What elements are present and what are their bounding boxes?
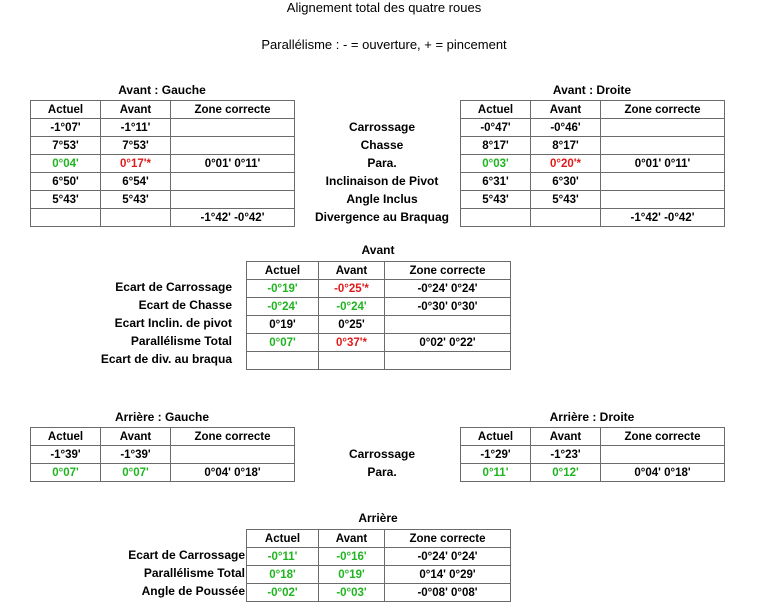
zone-cell — [385, 352, 511, 370]
col-header-actuel: Actuel — [247, 530, 319, 548]
table-row — [247, 548, 511, 566]
avant-cell: -1°11' — [101, 119, 171, 137]
avant-cell: -0°03' — [319, 584, 385, 602]
col-header-avant: Avant — [101, 428, 171, 446]
col-header-actuel: Actuel — [31, 428, 101, 446]
label-ecart-inclin-pivot: Ecart Inclin. de pivot — [114, 316, 232, 330]
actuel-cell: 0°19' — [247, 316, 319, 334]
label-inclinaison-pivot: Inclinaison de Pivot — [325, 174, 439, 188]
avant-cell: -0°16' — [319, 548, 385, 566]
zone-cell: 0°14' 0°29' — [385, 566, 511, 584]
avant-cell: -0°46' — [531, 119, 601, 137]
actuel-cell: 5°43' — [31, 191, 101, 209]
col-header-avant: Avant — [101, 101, 171, 119]
zone-cell: -0°08' 0°08' — [385, 584, 511, 602]
front-diff-table — [246, 261, 511, 370]
avant-cell: 0°07' — [101, 464, 171, 482]
avant-cell: -1°39' — [101, 446, 171, 464]
zone-cell — [171, 191, 295, 209]
col-header-actuel: Actuel — [247, 262, 319, 280]
actuel-cell: -0°02' — [247, 584, 319, 602]
table-row — [247, 334, 511, 352]
zone-cell: -1°42' -0°42' — [171, 209, 295, 227]
zone-cell — [601, 191, 725, 209]
rear-right-table — [460, 427, 725, 482]
table-header-row — [461, 101, 725, 119]
zone-cell: 0°01' 0°11' — [171, 155, 295, 173]
actuel-cell: 0°07' — [31, 464, 101, 482]
table-row — [461, 137, 725, 155]
zone-cell — [171, 173, 295, 191]
zone-cell — [601, 119, 725, 137]
table-row — [247, 316, 511, 334]
parallelism-legend: Parallélisme : - = ouverture, + = pincement — [261, 37, 507, 52]
avant-cell: -0°24' — [319, 298, 385, 316]
zone-cell: -0°30' 0°30' — [385, 298, 511, 316]
avant-cell: 6°30' — [531, 173, 601, 191]
label-carrossage: Carrossage — [348, 120, 416, 134]
table-row — [31, 446, 295, 464]
actuel-cell: -0°47' — [461, 119, 531, 137]
actuel-cell: -0°19' — [247, 280, 319, 298]
zone-cell — [171, 446, 295, 464]
zone-cell — [601, 137, 725, 155]
avant-cell — [101, 209, 171, 227]
report-title: Alignement total des quatre roues — [286, 0, 482, 15]
actuel-cell: 0°04' — [31, 155, 101, 173]
rear-diff-title: Arrière — [358, 511, 398, 525]
table-row — [247, 280, 511, 298]
front-diff-title: Avant — [361, 243, 395, 257]
col-header-actuel: Actuel — [461, 428, 531, 446]
avant-cell: 8°17' — [531, 137, 601, 155]
label-divergence-braquage: Divergence au Braquag — [314, 210, 450, 224]
zone-cell: 0°04' 0°18' — [601, 464, 725, 482]
actuel-cell: -1°07' — [31, 119, 101, 137]
col-header-zone: Zone correcte — [171, 101, 295, 119]
col-header-zone: Zone correcte — [601, 428, 725, 446]
avant-cell: 5°43' — [101, 191, 171, 209]
actuel-cell: 5°43' — [461, 191, 531, 209]
table-header-row — [31, 428, 295, 446]
actuel-cell: 6°50' — [31, 173, 101, 191]
rear-left-title: Arrière : Gauche — [114, 410, 210, 424]
actuel-cell — [31, 209, 101, 227]
label-chasse: Chasse — [360, 138, 404, 152]
actuel-cell: 0°03' — [461, 155, 531, 173]
label-ecart-div-braqua: Ecart de div. au braqua — [100, 352, 232, 366]
col-header-zone: Zone correcte — [171, 428, 295, 446]
front-left-table — [30, 100, 295, 227]
avant-cell: 0°12' — [531, 464, 601, 482]
table-row — [461, 173, 725, 191]
table-row — [247, 566, 511, 584]
table-row — [461, 191, 725, 209]
actuel-cell: 0°18' — [247, 566, 319, 584]
table-row — [461, 155, 725, 173]
actuel-cell: -1°29' — [461, 446, 531, 464]
zone-cell: -0°24' 0°24' — [385, 280, 511, 298]
table-row — [461, 209, 725, 227]
actuel-cell: -1°39' — [31, 446, 101, 464]
col-header-actuel: Actuel — [31, 101, 101, 119]
label-ecart-carrossage: Ecart de Carrossage — [115, 280, 232, 294]
avant-cell: 0°20'* — [531, 155, 601, 173]
label-parallelisme-total: Parallélisme Total — [130, 334, 232, 348]
table-row — [31, 464, 295, 482]
label-rear-ecart-carrossage: Ecart de Carrossage — [128, 548, 245, 562]
front-left-title: Avant : Gauche — [118, 83, 206, 97]
table-header-row — [31, 101, 295, 119]
table-header-row — [461, 428, 725, 446]
avant-cell: 7°53' — [101, 137, 171, 155]
avant-cell: 6°54' — [101, 173, 171, 191]
label-para: Para. — [367, 156, 397, 170]
avant-cell — [319, 352, 385, 370]
table-row — [247, 584, 511, 602]
col-header-avant: Avant — [531, 428, 601, 446]
actuel-cell: 8°17' — [461, 137, 531, 155]
zone-cell — [171, 119, 295, 137]
col-header-zone: Zone correcte — [601, 101, 725, 119]
table-row — [461, 119, 725, 137]
table-row — [31, 119, 295, 137]
table-row — [31, 155, 295, 173]
avant-cell: 0°25' — [319, 316, 385, 334]
table-row — [31, 173, 295, 191]
actuel-cell — [247, 352, 319, 370]
actuel-cell: 7°53' — [31, 137, 101, 155]
actuel-cell: 0°11' — [461, 464, 531, 482]
zone-cell: 0°01' 0°11' — [601, 155, 725, 173]
zone-cell: 0°04' 0°18' — [171, 464, 295, 482]
table-header-row — [247, 530, 511, 548]
table-row — [461, 464, 725, 482]
label-angle-inclus: Angle Inclus — [346, 192, 418, 206]
table-row — [31, 191, 295, 209]
label-angle-poussee: Angle de Poussée — [141, 584, 245, 598]
actuel-cell: 0°07' — [247, 334, 319, 352]
zone-cell — [385, 316, 511, 334]
table-row — [461, 446, 725, 464]
zone-cell — [171, 137, 295, 155]
actuel-cell — [461, 209, 531, 227]
table-header-row — [247, 262, 511, 280]
actuel-cell: -0°11' — [247, 548, 319, 566]
rear-left-table — [30, 427, 295, 482]
rear-right-title: Arrière : Droite — [549, 410, 635, 424]
table-row — [247, 298, 511, 316]
front-right-table — [460, 100, 725, 227]
avant-cell: 0°17'* — [101, 155, 171, 173]
col-header-zone: Zone correcte — [385, 262, 511, 280]
col-header-zone: Zone correcte — [385, 530, 511, 548]
actuel-cell: -0°24' — [247, 298, 319, 316]
zone-cell: -0°24' 0°24' — [385, 548, 511, 566]
avant-cell: 5°43' — [531, 191, 601, 209]
table-row — [31, 209, 295, 227]
label-rear-carrossage: Carrossage — [348, 447, 416, 461]
actuel-cell: 6°31' — [461, 173, 531, 191]
col-header-avant: Avant — [319, 262, 385, 280]
zone-cell — [601, 446, 725, 464]
zone-cell: 0°02' 0°22' — [385, 334, 511, 352]
col-header-avant: Avant — [319, 530, 385, 548]
table-row — [247, 352, 511, 370]
rear-diff-table — [246, 529, 511, 602]
zone-cell — [601, 173, 725, 191]
avant-cell: -0°25'* — [319, 280, 385, 298]
label-rear-para: Para. — [367, 465, 397, 479]
front-right-title: Avant : Droite — [552, 83, 632, 97]
label-ecart-chasse: Ecart de Chasse — [138, 298, 232, 312]
avant-cell: 0°37'* — [319, 334, 385, 352]
table-row — [31, 137, 295, 155]
avant-cell — [531, 209, 601, 227]
label-rear-parallelisme-total: Parallélisme Total — [143, 566, 245, 580]
zone-cell: -1°42' -0°42' — [601, 209, 725, 227]
avant-cell: 0°19' — [319, 566, 385, 584]
col-header-actuel: Actuel — [461, 101, 531, 119]
col-header-avant: Avant — [531, 101, 601, 119]
avant-cell: -1°23' — [531, 446, 601, 464]
